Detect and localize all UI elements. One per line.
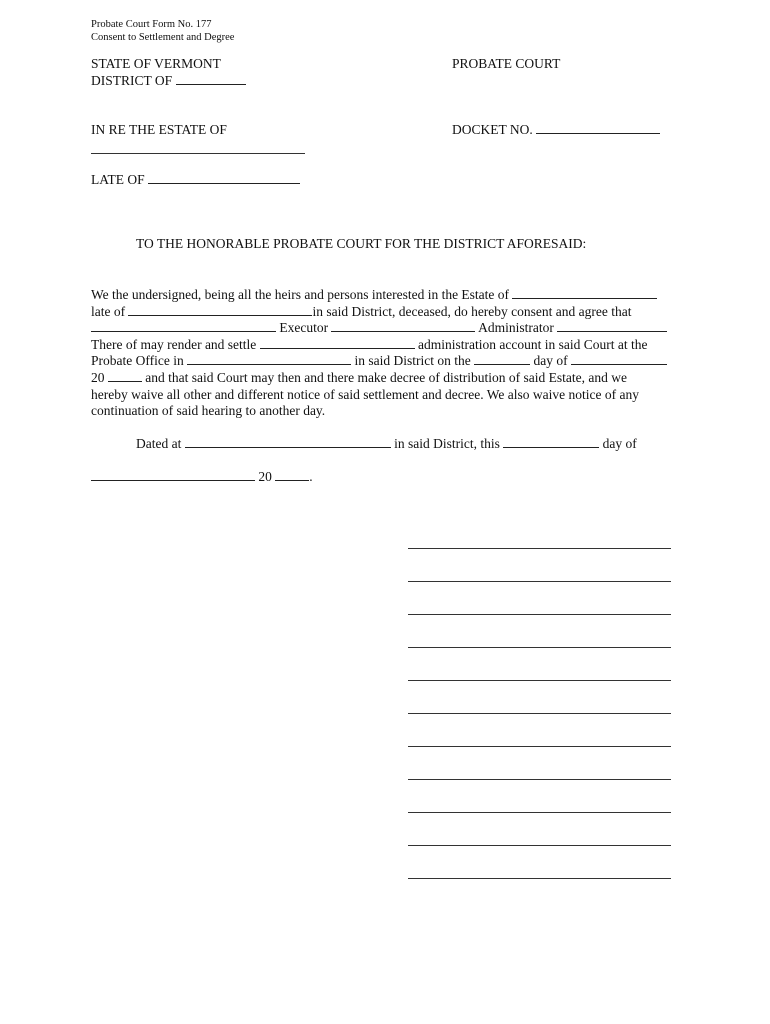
- form-title: Consent to Settlement and Degree: [91, 32, 235, 43]
- dated-place-field[interactable]: [185, 436, 391, 448]
- dated-day-field[interactable]: [503, 436, 599, 448]
- administrator-name-field[interactable]: [331, 320, 475, 332]
- estate-of-field[interactable]: [512, 287, 657, 299]
- body-line-6: [91, 370, 681, 387]
- administrator-label: Administrator: [478, 320, 554, 336]
- dated-month-field[interactable]: [91, 469, 255, 481]
- body-line-3: [91, 320, 681, 337]
- body-text: 20: [258, 469, 272, 484]
- body-line-7: hereby waive all other and different notice of said settlement and decree. We also waive notice of any: [91, 386, 639, 402]
- docket-label: DOCKET NO.: [452, 122, 533, 137]
- body-line-5: [91, 353, 681, 370]
- state-label: STATE OF VERMONT: [91, 56, 221, 71]
- body-text: There of may render and settle: [91, 336, 257, 352]
- signature-line[interactable]: [408, 713, 671, 714]
- account-type-field[interactable]: [260, 337, 415, 349]
- body-text: day of: [533, 353, 568, 369]
- body-text: 20: [91, 369, 105, 385]
- court-label: PROBATE COURT: [452, 56, 561, 71]
- late-of-label: LATE OF: [91, 172, 145, 187]
- signature-line[interactable]: [408, 680, 671, 681]
- body-line-1: [91, 287, 681, 304]
- late-of-line: [91, 172, 300, 189]
- signature-line[interactable]: [408, 812, 671, 813]
- district-field[interactable]: [176, 73, 246, 85]
- body-text: Probate Office in: [91, 353, 184, 369]
- hearing-day-field[interactable]: [474, 353, 530, 365]
- signature-line[interactable]: [408, 614, 671, 615]
- court-address: TO THE HONORABLE PROBATE COURT FOR THE DISTRICT AFORESAID:: [136, 236, 587, 251]
- body-text: in said District on the: [354, 353, 471, 369]
- signature-line[interactable]: [408, 746, 671, 747]
- form-number: Probate Court Form No. 177: [91, 19, 212, 30]
- signature-line[interactable]: [408, 647, 671, 648]
- body-text: .: [309, 469, 313, 484]
- hearing-month-field[interactable]: [571, 353, 667, 365]
- dated-year-line: [91, 469, 313, 486]
- body-line-8: continuation of said hearing to another day.: [91, 403, 326, 419]
- body-text: in said District, this: [394, 436, 500, 451]
- district-label: DISTRICT OF: [91, 73, 173, 88]
- late-of-body-field[interactable]: [128, 304, 312, 316]
- executor-label: Executor: [279, 320, 329, 336]
- docket-field[interactable]: [536, 122, 660, 134]
- dated-year-field[interactable]: [275, 469, 309, 481]
- administrator-extra-field[interactable]: [557, 320, 667, 332]
- body-text: and that said Court may then and there make decree of distribution of said Estate, and we: [145, 369, 627, 385]
- hearing-year-field[interactable]: [108, 370, 142, 382]
- signature-line[interactable]: [408, 548, 671, 549]
- district-line: [91, 73, 246, 90]
- probate-office-field[interactable]: [187, 353, 351, 365]
- signature-line[interactable]: [408, 845, 671, 846]
- body-line-4: [91, 337, 681, 354]
- docket-line: [452, 122, 660, 139]
- body-text: We the undersigned, being all the heirs and persons interested in the Estate of: [91, 287, 510, 302]
- signature-line[interactable]: [408, 581, 671, 582]
- consent-paragraph: [91, 287, 681, 420]
- body-text: administration account in said Court at the: [418, 336, 648, 352]
- estate-name-field[interactable]: [91, 153, 305, 154]
- signature-line[interactable]: [408, 779, 671, 780]
- body-line-2: [91, 304, 681, 321]
- body-text: late of: [91, 303, 126, 319]
- body-text: day of: [602, 436, 637, 451]
- signature-line[interactable]: [408, 878, 671, 879]
- late-of-field[interactable]: [148, 172, 300, 184]
- estate-label: IN RE THE ESTATE OF: [91, 122, 227, 137]
- body-text: in said District, deceased, do hereby consent and agree that: [312, 303, 632, 319]
- dated-line: [136, 436, 637, 453]
- executor-name-field[interactable]: [91, 320, 276, 332]
- dated-label: Dated at: [136, 436, 182, 451]
